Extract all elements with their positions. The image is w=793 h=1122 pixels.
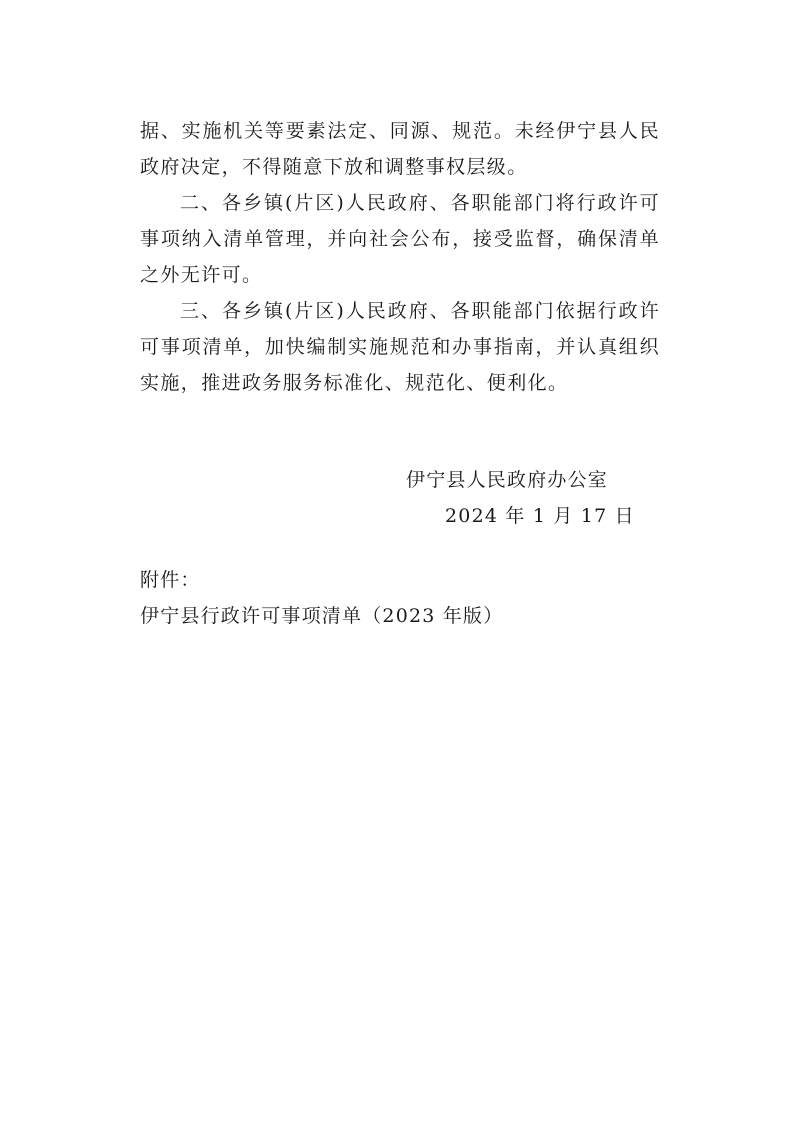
body-text bbox=[140, 113, 660, 401]
paragraph-continuation: 据、实施机关等要素法定、同源、规范。未经伊宁县人民政府决定，不得随意下放和调整事权层级。 bbox=[140, 120, 660, 178]
signature-block bbox=[380, 462, 640, 534]
paragraph-item-2: 二、各乡镇(片区)人民政府、各职能部门将行政许可事项纳入清单管理，并向社会公布，接受监督，确保清单之外无许可。 bbox=[140, 192, 660, 286]
paragraph-item-3: 三、各乡镇(片区)人民政府、各职能部门依据行政许可事项清单，加快编制实施规范和办事指南，并认真组织实施，推进政务服务标准化、规范化、便利化。 bbox=[140, 300, 660, 394]
attachment-title: 伊宁县行政许可事项清单（2023 年版） bbox=[140, 605, 504, 627]
issuing-organization: 伊宁县人民政府办公室 bbox=[406, 469, 609, 491]
attachment-label: 附件： bbox=[140, 569, 201, 591]
attachment-block bbox=[140, 562, 660, 634]
issue-date: 2024 年 1 月 17 日 bbox=[445, 505, 635, 527]
